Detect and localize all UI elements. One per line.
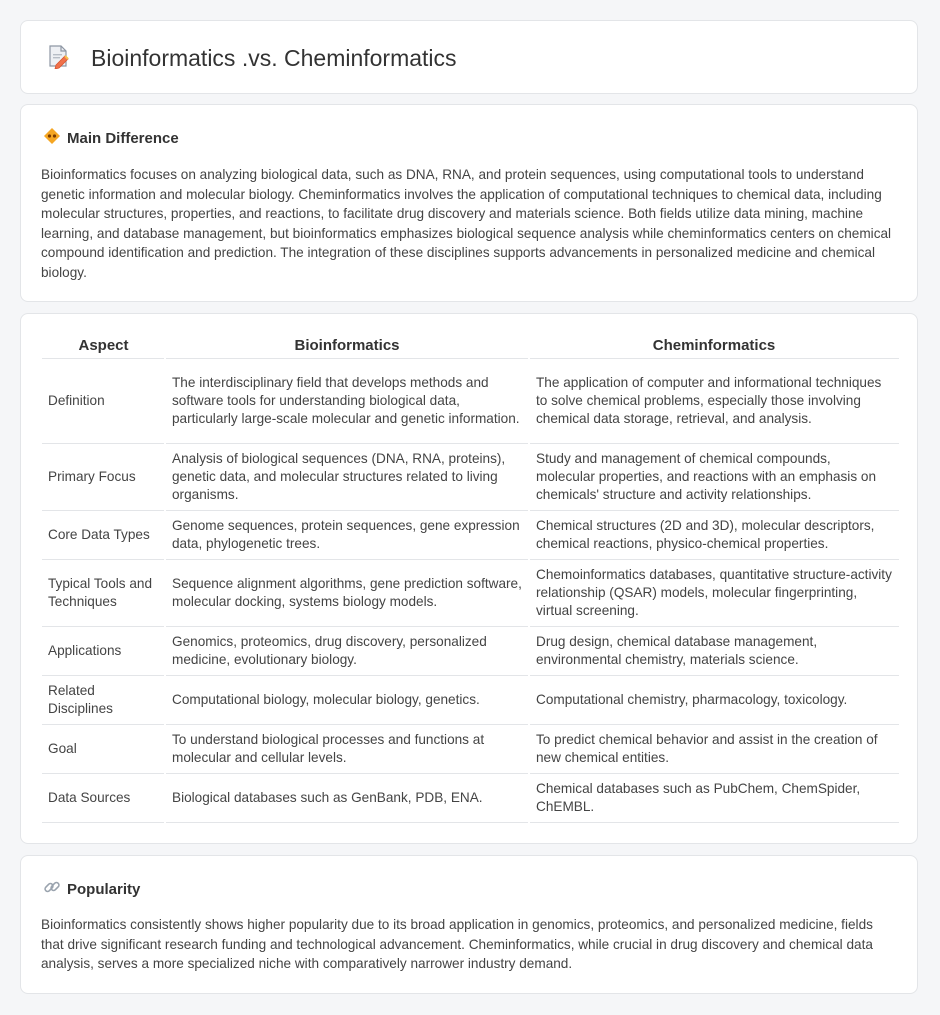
popularity-text: Bioinformatics consistently shows higher popularity due to its broad application in genomics, proteomics, and personalized medicine, fields that drive significant research funding and technological advancement. Cheminformatics, while crucial in drug discovery and chemical data analysis, serves a more specialized niche with comparatively narrower industry demand. (41, 917, 873, 971)
row-cheminformatics: Study and management of chemical compounds, molecular properties, and reactions with an emphasis on chemicals' structure and activity relationships. (529, 444, 899, 511)
row-aspect: Applications (42, 627, 165, 676)
row-bioinformatics: To understand biological processes and functions at molecular and cellular levels. (165, 725, 529, 774)
row-aspect: Goal (42, 725, 165, 774)
table-row (42, 511, 899, 560)
main-difference-card (20, 104, 918, 302)
row-aspect: Typical Tools and Techniques (42, 560, 165, 627)
comparison-table (42, 334, 899, 823)
page-title: Bioinformatics .vs. Cheminformatics (91, 45, 457, 71)
popularity-heading: Popularity (67, 881, 141, 898)
row-cheminformatics: To predict chemical behavior and assist in the creation of new chemical entities. (529, 725, 899, 774)
row-bioinformatics: Computational biology, molecular biology, genetics. (165, 676, 529, 725)
header-aspect: Aspect (42, 334, 165, 359)
comparison-card (20, 313, 918, 844)
popularity-card (20, 855, 918, 994)
row-bioinformatics: Genomics, proteomics, drug discovery, personalized medicine, evolutionary biology. (165, 627, 529, 676)
table-row (42, 359, 899, 444)
header-cheminformatics: Cheminformatics (529, 334, 899, 359)
row-bioinformatics: Biological databases such as GenBank, PDB, ENA. (165, 774, 529, 823)
row-cheminformatics: Drug design, chemical database management, environmental chemistry, materials science. (529, 627, 899, 676)
row-bioinformatics: Analysis of biological sequences (DNA, RNA, proteins), genetic data, and molecular structures related to living organisms. (165, 444, 529, 511)
table-row (42, 774, 899, 823)
title-row (47, 43, 457, 74)
row-cheminformatics: Computational chemistry, pharmacology, toxicology. (529, 676, 899, 725)
link-icon (43, 878, 61, 901)
main-difference-header (43, 127, 179, 150)
title-card (20, 20, 918, 94)
row-aspect: Related Disciplines (42, 676, 165, 725)
row-cheminformatics: Chemoinformatics databases, quantitative structure-activity relationship (QSAR) models, molecular fingerprinting, virtual screening. (529, 560, 899, 627)
row-aspect: Core Data Types (42, 511, 165, 560)
table-row (42, 560, 899, 627)
table-row (42, 676, 899, 725)
row-bioinformatics: The interdisciplinary field that develops methods and software tools for understanding biological data, particularly large-scale molecular and genetic information. (165, 359, 529, 444)
main-difference-text: Bioinformatics focuses on analyzing biological data, such as DNA, RNA, and protein sequences, using computational tools to understand genetic information and molecular biology. Cheminformatics involves the application of computational techniques to chemical data, including molecular structures, properties, and reactions, to facilitate drug discovery and materials science. Both fields utilize data mining, machine learning, and database management, but bioinformatics emphasizes biological sequence analysis while cheminformatics centers on chemical compound identification and prediction. The integration of these disciplines supports advancements in personalized medicine and chemical biology. (41, 167, 892, 280)
row-bioinformatics: Genome sequences, protein sequences, gene expression data, phylogenetic trees. (165, 511, 529, 560)
table-row (42, 725, 899, 774)
main-difference-heading: Main Difference (67, 130, 179, 147)
row-aspect: Definition (42, 359, 165, 444)
diamond-icon (43, 127, 61, 150)
row-bioinformatics: Sequence alignment algorithms, gene prediction software, molecular docking, systems biology models. (165, 560, 529, 627)
popularity-header (43, 878, 140, 901)
row-cheminformatics: Chemical structures (2D and 3D), molecular descriptors, chemical reactions, physico-chemical properties. (529, 511, 899, 560)
row-cheminformatics: Chemical databases such as PubChem, ChemSpider, ChEMBL. (529, 774, 899, 823)
table-header-row (42, 334, 899, 359)
table-row (42, 627, 899, 676)
document-pencil-icon (47, 43, 71, 74)
row-aspect: Data Sources (42, 774, 165, 823)
row-aspect: Primary Focus (42, 444, 165, 511)
row-cheminformatics: The application of computer and informational techniques to solve chemical problems, especially those involving chemical data storage, retrieval, and analysis. (529, 359, 899, 444)
table-row (42, 444, 899, 511)
header-bioinformatics: Bioinformatics (165, 334, 529, 359)
